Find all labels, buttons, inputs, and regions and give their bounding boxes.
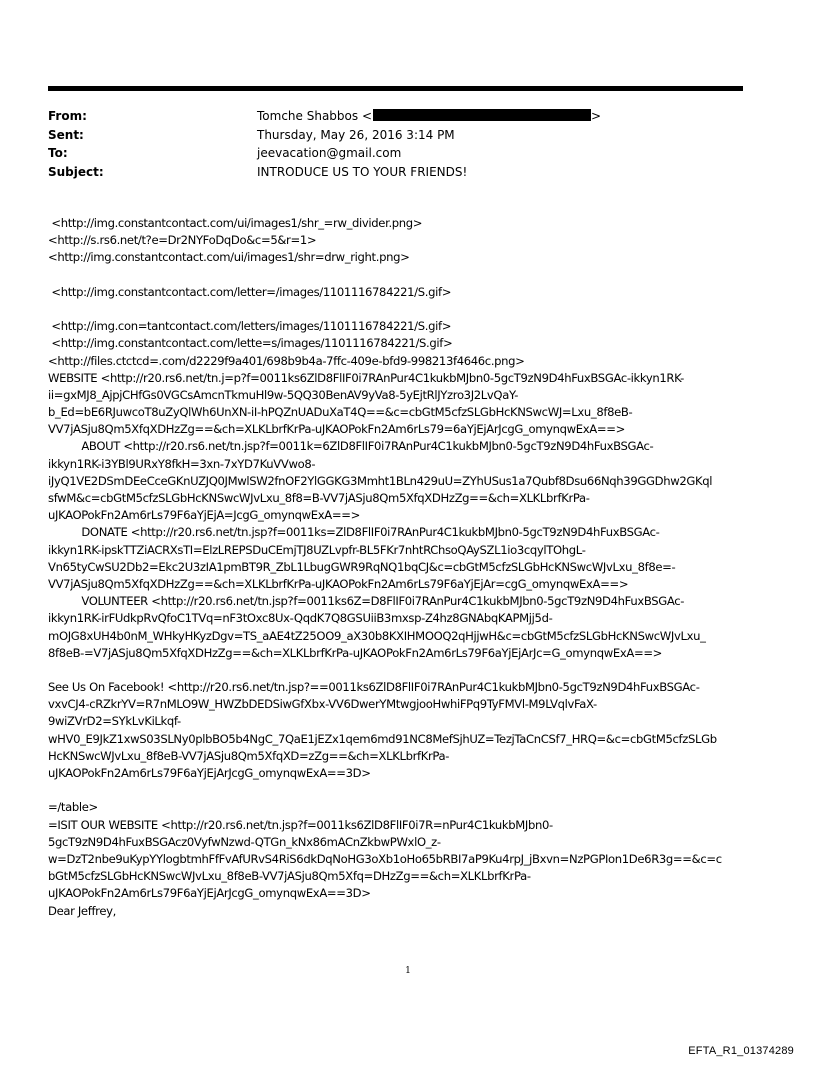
- page-number: 1: [405, 966, 411, 976]
- body-line: ikkyn1RK-ipskTTZiACRXsTI=ElzLREPSDuCEmjTJ8UZLvpfr-BL5FKr7nhtRChsoQAySZL1io3cqylTOhgL-: [48, 542, 586, 557]
- body-line: =ISIT OUR WEBSITE <http://r20.rs6.net/tn.jsp?f=0011ks6ZlD8FlIF0i7R=nPur4C1kukbMJbn0-: [48, 817, 553, 832]
- body-line: uJKAOPokFn2Am6rLs79F6aYjEjA=JcgG_omynqwExA==>: [48, 508, 360, 523]
- subject-row: [48, 163, 748, 182]
- body-line: uJKAOPokFn2Am6rLs79F6aYjEjArJcgG_omynqwExA==3D>: [48, 886, 371, 901]
- body-line: vxvCJ4-cRZkrYV=R7nMLO9W_HWZbDEDSiwGfXbx-VV6DwerYMtwgjooHwhiFPq9TyFMVl-M9LVqlvFaX-: [48, 697, 597, 712]
- body-line: <http://img.constantcontact.com/letter=/images/1101116784221/S.gif>: [48, 284, 452, 299]
- sender-bracket-close: >: [591, 109, 602, 123]
- body-line: <http://img.constantcontact.com/ui/images1/shr_=rw_divider.png>: [48, 216, 423, 230]
- body-line: WEBSITE <http://r20.rs6.net/tn.j=p?f=0011ks6ZlD8FlIF0i7RAnPur4C1kukbMJbn0-5gcT9zN9D4hFuxBSGAc-ikkyn1RK-: [48, 370, 684, 385]
- body-line: [48, 301, 770, 318]
- body-line: iJyQ1VE2DSmDEeCceGKnUZJQ0JMwlSW2fnOF2YlGGKG3Mmht1BLn429uU=ZYhUSus1a7Qubf8Dsu66Nqh39GGDhw2GKql: [48, 473, 713, 488]
- body-line: 9wiZVrD2=SYkLvKiLkqf-: [48, 714, 181, 729]
- body-line: 5gcT9zN9D4hFuxBSGAcz0VyfwNzwd-QTGn_kNx86mACnZkbwPWxlO_z-: [48, 834, 441, 849]
- subject-label: Subject:: [48, 164, 104, 179]
- body-line: ikkyn1RK-irFUdkpRvQfoC1TVq=nF3tOxc8Ux-QqdK7Q8GSUiiB3mxsp-Z4hz8GNAbqKAPMjj5d-: [48, 611, 553, 626]
- body-line: bGtM5cfzSLGbHcKNSwcWJvLxu_8f8eB-VV7jASju8Qm5Xfq=DHzZg==&ch=XLKLbrfKrPa-: [48, 869, 531, 884]
- redaction-box: [373, 109, 591, 121]
- body-line: Vn65tyCwSU2Db2=Ekc2U3zIA1pmBT9R_ZbL1LbugGWR9RqNQ1bqCJ&c=cbGtM5cfzSLGbHcKNSwcWJvLxu_8f8e=-: [48, 559, 676, 574]
- body-line: ii=gxMJ8_AjpjCHfGs0VGCsAmcnTkmuHl9w-5QQ30BenAV9yVa8-5yEjtRlJYzro3J2LvQaY-: [48, 387, 519, 402]
- email-header: [48, 107, 748, 181]
- body-line: =/table>: [48, 800, 98, 815]
- body-line: <http://files.ctctcd=.com/d2229f9a401/698b9b4a-7ffc-409e-bfd9-998213f4646c.png>: [48, 353, 525, 368]
- body-line: See Us On Facebook! <http://r20.rs6.net/tn.jsp?==0011ks6ZlD8FlIF0i7RAnPur4C1kukbMJbn0-5gcT9zN9D4hFuxBSGAc-: [48, 680, 700, 695]
- body-line: [48, 662, 770, 679]
- from-label: From:: [48, 109, 87, 123]
- body-line: Dear Jeffrey,: [48, 903, 116, 918]
- body-line: DONATE <http://r20.rs6.net/tn.jsp?f=0011ks=ZlD8FlIF0i7RAnPur4C1kukbMJbn0-5gcT9zN9D4hFuxBSGAc-: [48, 525, 660, 540]
- body-line: <http://img.constantcontact.com/lette=s/images/1101116784221/S.gif>: [48, 336, 453, 351]
- body-line: ABOUT <http://r20.rs6.net/tn.jsp?f=0011k=6ZlD8FlIF0i7RAnPur4C1kukbMJbn0-5gcT9zN9D4hFuxBSGAc-: [48, 439, 654, 454]
- body-line: <http://img.constantcontact.com/ui/images1/shr=drw_right.png>: [48, 250, 410, 265]
- sent-label: Sent:: [48, 127, 84, 142]
- body-line: w=DzT2nbe9uKypYYlogbtmhFfFvAfURvS4RiS6dkDqNoHG3oXb1oHo65bRBI7aP9Ku4rpJ_jBxvn=NzPGPIon1De6R3g==&c=c: [48, 851, 722, 866]
- body-line: <http://img.con=tantcontact.com/letters/images/1101116784221/S.gif>: [48, 319, 452, 334]
- body-line: b_Ed=bE6RJuwcoT8uZyQlWh6UnXN-iI-hPQZnUADuXaT4Q==&c=cbGtM5cfzSLGbHcKNSwcWJ=Lxu_8f8eB-: [48, 405, 633, 420]
- body-line: VOLUNTEER <http://r20.rs6.net/tn.jsp?f=0011ks6Z=D8FlIF0i7RAnPur4C1kukbMJbn0-5gcT9zN9D4hFuxBSGAc-: [48, 594, 685, 609]
- email-body: [48, 215, 770, 920]
- subject-value: INTRODUCE US TO YOUR FRIENDS!: [257, 164, 468, 179]
- body-line: mOJG8xUH4b0nM_WHkyHKyzDgv=TS_aAE4tZ25OO9_aX30b8KXIHMOOQ2qHjjwH&c=cbGtM5cfzSLGbHcKNSwcWJvLxu_: [48, 628, 706, 643]
- sent-row: [48, 126, 748, 145]
- header-divider-rule: [48, 86, 743, 91]
- body-line: VV7jASju8Qm5XfqXDHzZg==&ch=XLKLbrfKrPa-uJKAOPokFn2Am6rLs79F6aYjEjAr=cgG_omynqwExA==>: [48, 576, 629, 591]
- body-line: VV7jASju8Qm5XfqXDHzZg==&ch=XLKLbrfKrPa-uJKAOPokFn2Am6rLs79=6aYjEjArJcgG_omynqwExA==>: [48, 422, 625, 437]
- from-value: [257, 107, 601, 126]
- body-line: <http://s.rs6.net/t?e=Dr2NYFoDqDo&c=5&r=1>: [48, 233, 317, 248]
- sender-name: Tomche Shabbos <: [257, 109, 372, 123]
- body-line: [48, 267, 770, 284]
- bates-number: EFTA_R1_01374289: [688, 1045, 794, 1057]
- body-line: 8f8eB-=V7jASju8Qm5XfqXDHzZg==&ch=XLKLbrfKrPa-uJKAOPokFn2Am6rLs79F6aYjEjArJc=G_omynqwExA==>: [48, 645, 663, 660]
- body-line: ikkyn1RK-i3YBl9URxY8fkH=3xn-7xYD7KuVVwo8-: [48, 456, 316, 471]
- from-row: [48, 107, 748, 126]
- body-line: HcKNSwcWJvLxu_8f8eB-VV7jASju8Qm5XfqXD=zZg==&ch=XLKLbrfKrPa-: [48, 748, 450, 763]
- to-value: jeevacation@gmail.com: [257, 146, 402, 160]
- body-line: sfwM&c=cbGtM5cfzSLGbHcKNSwcWJvLxu_8f8=B-VV7jASju8Qm5XfqXDHzZg==&ch=XLKLbrfKrPa-: [48, 491, 590, 505]
- body-line: uJKAOPokFn2Am6rLs79F6aYjEjArJcgG_omynqwExA==3D>: [48, 766, 371, 780]
- body-line: [48, 782, 770, 799]
- body-line: wHV0_E9JkZ1xwS03SLNy0plbBO5b4NgC_7QaE1jEZx1qem6md91NC8MefSjhUZ=TezjTaCnCSf7_HRQ=&c=cbGtM5cfzSLGb: [48, 731, 717, 746]
- sent-value: Thursday, May 26, 2016 3:14 PM: [257, 127, 455, 142]
- to-row: [48, 144, 748, 163]
- to-label: To:: [48, 146, 68, 160]
